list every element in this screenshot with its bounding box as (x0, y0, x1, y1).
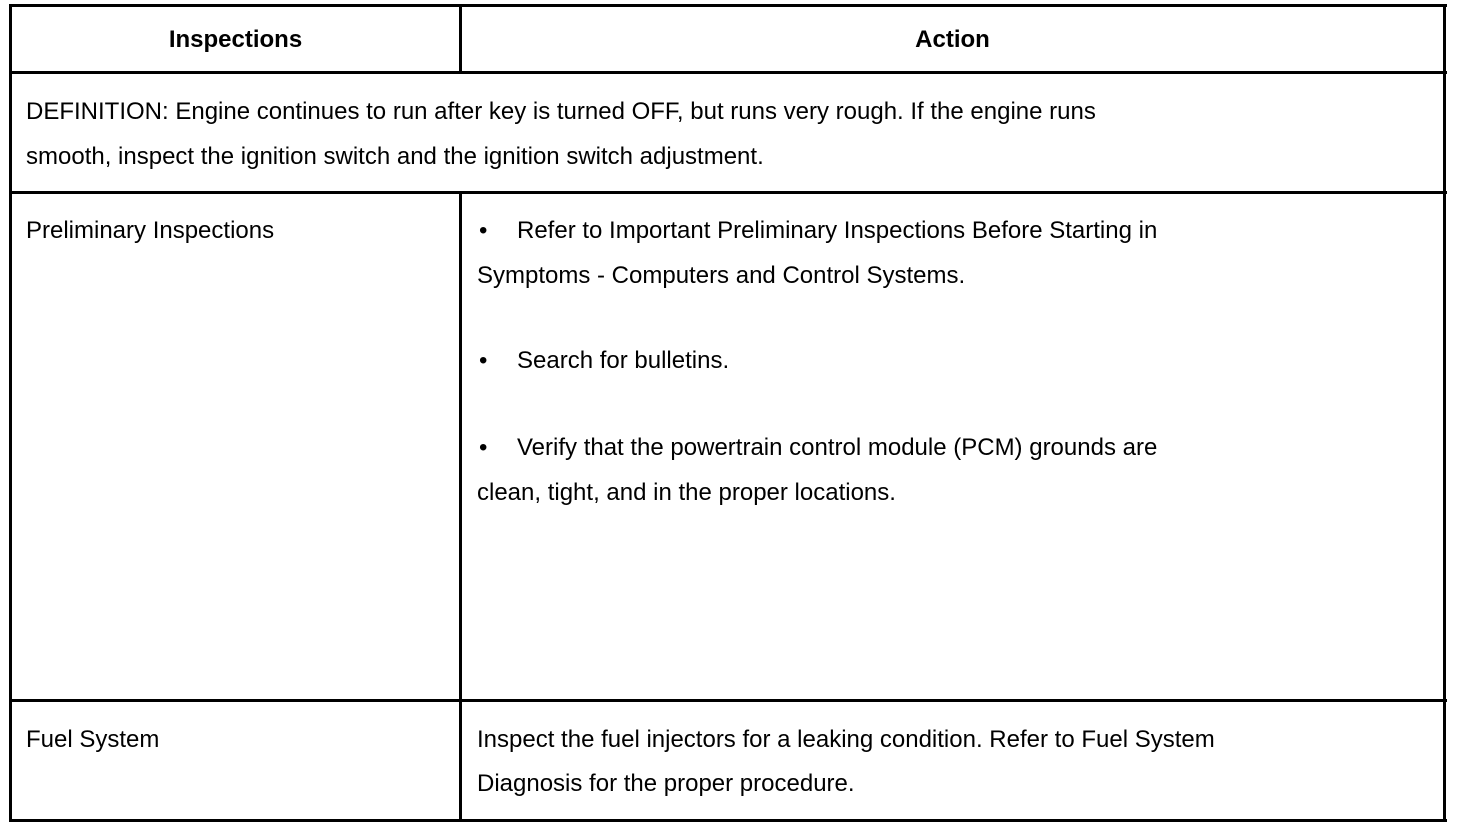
action-bullet-2 (477, 338, 729, 383)
table-border-left (9, 4, 12, 822)
column-divider-body (459, 191, 462, 822)
bullet-icon: • (479, 217, 488, 244)
header-action: Action (915, 26, 990, 53)
action-bullet-1-line-1: Refer to Important Preliminary Inspections Before Starting in (517, 217, 1158, 244)
bullet-icon: • (479, 434, 488, 461)
action-bullet-3 (477, 425, 1157, 470)
action-bullet-1 (477, 208, 1157, 253)
action-bullet-1-line-2: Symptoms - Computers and Control Systems. (477, 262, 966, 289)
definition-divider (10, 191, 1447, 194)
table-border-top (10, 4, 1447, 7)
row-divider (10, 699, 1447, 702)
definition-line-1: DEFINITION: Engine continues to run after key is turned OFF, but runs very rough. If the engine runs (26, 98, 1096, 125)
action-bullet-2-line-1: Search for bulletins. (517, 347, 730, 374)
action-bullet-3-line-1: Verify that the powertrain control module (PCM) grounds are (517, 434, 1158, 461)
table-border-bottom (10, 819, 1447, 822)
bullet-icon: • (479, 347, 488, 374)
header-divider (10, 71, 1447, 74)
action-bullet-3-line-2: clean, tight, and in the proper locations. (477, 479, 896, 506)
header-inspections: Inspections (168, 26, 303, 53)
action-fuel-line-2: Diagnosis for the proper procedure. (477, 770, 855, 797)
inspection-fuel-system: Fuel System (26, 726, 160, 753)
inspection-preliminary: Preliminary Inspections (26, 217, 275, 244)
action-fuel-line-1: Inspect the fuel injectors for a leaking condition. Refer to Fuel System (477, 726, 1215, 753)
definition-line-2: smooth, inspect the ignition switch and the ignition switch adjustment. (26, 143, 764, 170)
table-border-right (1443, 4, 1446, 822)
